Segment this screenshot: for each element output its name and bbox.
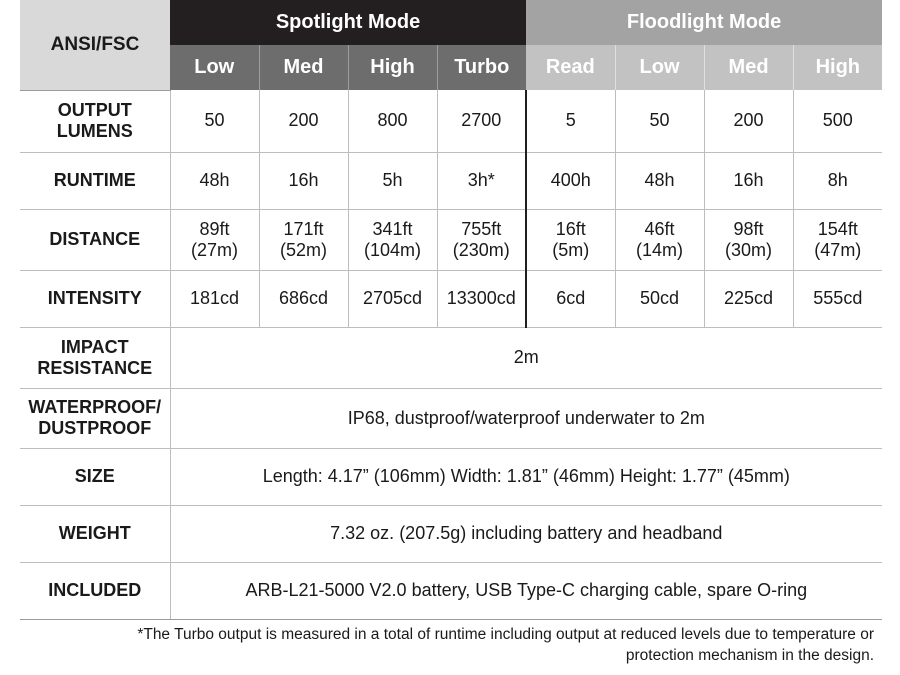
row-output-lumens: [20, 90, 882, 152]
table-cell: 48h: [170, 152, 259, 209]
table-cell: 555cd: [793, 270, 882, 327]
table-cell: 400h: [526, 152, 615, 209]
floodlight-mode-header: Floodlight Mode: [526, 0, 882, 45]
table-cell: [437, 209, 526, 270]
row-runtime: [20, 152, 882, 209]
table-cell: 2705cd: [348, 270, 437, 327]
weight-value: 7.32 oz. (207.5g) including battery and headband: [170, 505, 882, 562]
table-cell: [793, 209, 882, 270]
table-cell: 48h: [615, 152, 704, 209]
corner-label: ANSI/FSC: [20, 0, 170, 90]
table-cell: 16h: [259, 152, 348, 209]
footnote-line: protection mechanism in the design.: [625, 647, 874, 664]
row-distance: [20, 209, 882, 270]
size-value: Length: 4.17” (106mm) Width: 1.81” (46mm) Height: 1.77” (45mm): [170, 448, 882, 505]
mode-header-flood-med: Med: [704, 45, 793, 90]
table-cell: 200: [704, 90, 793, 152]
row-label-line: RESISTANCE: [37, 357, 153, 378]
table-cell: 13300cd: [437, 270, 526, 327]
impact-value: 2m: [170, 327, 882, 388]
table-cell: 800: [348, 90, 437, 152]
table-cell: 8h: [793, 152, 882, 209]
table-cell: 5: [526, 90, 615, 152]
row-label-waterproof: [20, 388, 170, 448]
row-label-distance: DISTANCE: [20, 209, 170, 270]
row-label-line: WATERPROOF/: [28, 397, 162, 417]
row-label-impact: [20, 327, 170, 388]
row-label-size: SIZE: [20, 448, 170, 505]
table-cell: [259, 209, 348, 270]
distance-m: (47m): [814, 239, 862, 260]
mode-header-flood-high: High: [793, 45, 882, 90]
mode-header-spot-med: Med: [259, 45, 348, 90]
distance-ft: 46ft: [644, 218, 675, 239]
row-included: [20, 562, 882, 619]
distance-ft: 16ft: [555, 218, 586, 239]
table-cell: 2700: [437, 90, 526, 152]
distance-m: (52m): [279, 239, 327, 260]
table-cell: 50cd: [615, 270, 704, 327]
row-label-output: [20, 90, 170, 152]
table-cell: 200: [259, 90, 348, 152]
table-cell: 50: [170, 90, 259, 152]
table-cell: 225cd: [704, 270, 793, 327]
distance-ft: 755ft: [461, 218, 502, 239]
turbo-footnote: [74, 624, 874, 666]
distance-ft: 89ft: [199, 218, 230, 239]
distance-ft: 98ft: [733, 218, 764, 239]
spec-table: [20, 0, 882, 620]
row-label-intensity: INTENSITY: [20, 270, 170, 327]
distance-ft: 171ft: [283, 218, 324, 239]
mode-header-spot-low: Low: [170, 45, 259, 90]
row-label-weight: WEIGHT: [20, 505, 170, 562]
row-label-line: LUMENS: [56, 121, 133, 141]
table-cell: [348, 209, 437, 270]
table-cell: [170, 209, 259, 270]
row-size: [20, 448, 882, 505]
row-label-runtime: RUNTIME: [20, 152, 170, 209]
mode-header-flood-read: Read: [526, 45, 615, 90]
mode-header-flood-low: Low: [615, 45, 704, 90]
table-cell: 6cd: [526, 270, 615, 327]
included-value: ARB-L21-5000 V2.0 battery, USB Type-C charging cable, spare O-ring: [170, 562, 882, 619]
spotlight-mode-header: Spotlight Mode: [170, 0, 526, 45]
table-cell: 181cd: [170, 270, 259, 327]
row-label-line: DUSTPROOF: [38, 418, 152, 438]
table-cell: 500: [793, 90, 882, 152]
distance-ft: 341ft: [372, 218, 413, 239]
row-weight: [20, 505, 882, 562]
row-intensity: [20, 270, 882, 327]
table-cell: 686cd: [259, 270, 348, 327]
distance-m: (27m): [190, 239, 238, 260]
footnote-line: *The Turbo output is measured in a total of runtime including output at reduced levels due to temperature or: [137, 626, 874, 643]
table-cell: 50: [615, 90, 704, 152]
row-label-included: INCLUDED: [20, 562, 170, 619]
mode-header-spot-turbo: Turbo: [437, 45, 526, 90]
spec-table-wrapper: [20, 0, 882, 620]
distance-m: (14m): [636, 239, 684, 260]
waterproof-value: IP68, dustproof/waterproof underwater to 2m: [170, 388, 882, 448]
distance-m: (5m): [552, 239, 590, 260]
header-group-row: [20, 0, 882, 45]
table-cell: [526, 209, 615, 270]
table-cell: [615, 209, 704, 270]
row-label-line: IMPACT: [60, 336, 129, 357]
table-cell: 3h*: [437, 152, 526, 209]
row-impact-resistance: [20, 327, 882, 388]
row-waterproof: [20, 388, 882, 448]
distance-m: (104m): [363, 239, 421, 260]
table-cell: 5h: [348, 152, 437, 209]
distance-m: (230m): [452, 239, 510, 260]
row-label-line: OUTPUT: [57, 100, 132, 120]
mode-header-spot-high: High: [348, 45, 437, 90]
table-cell: [704, 209, 793, 270]
distance-m: (30m): [725, 239, 773, 260]
distance-ft: 154ft: [817, 218, 858, 239]
table-cell: 16h: [704, 152, 793, 209]
